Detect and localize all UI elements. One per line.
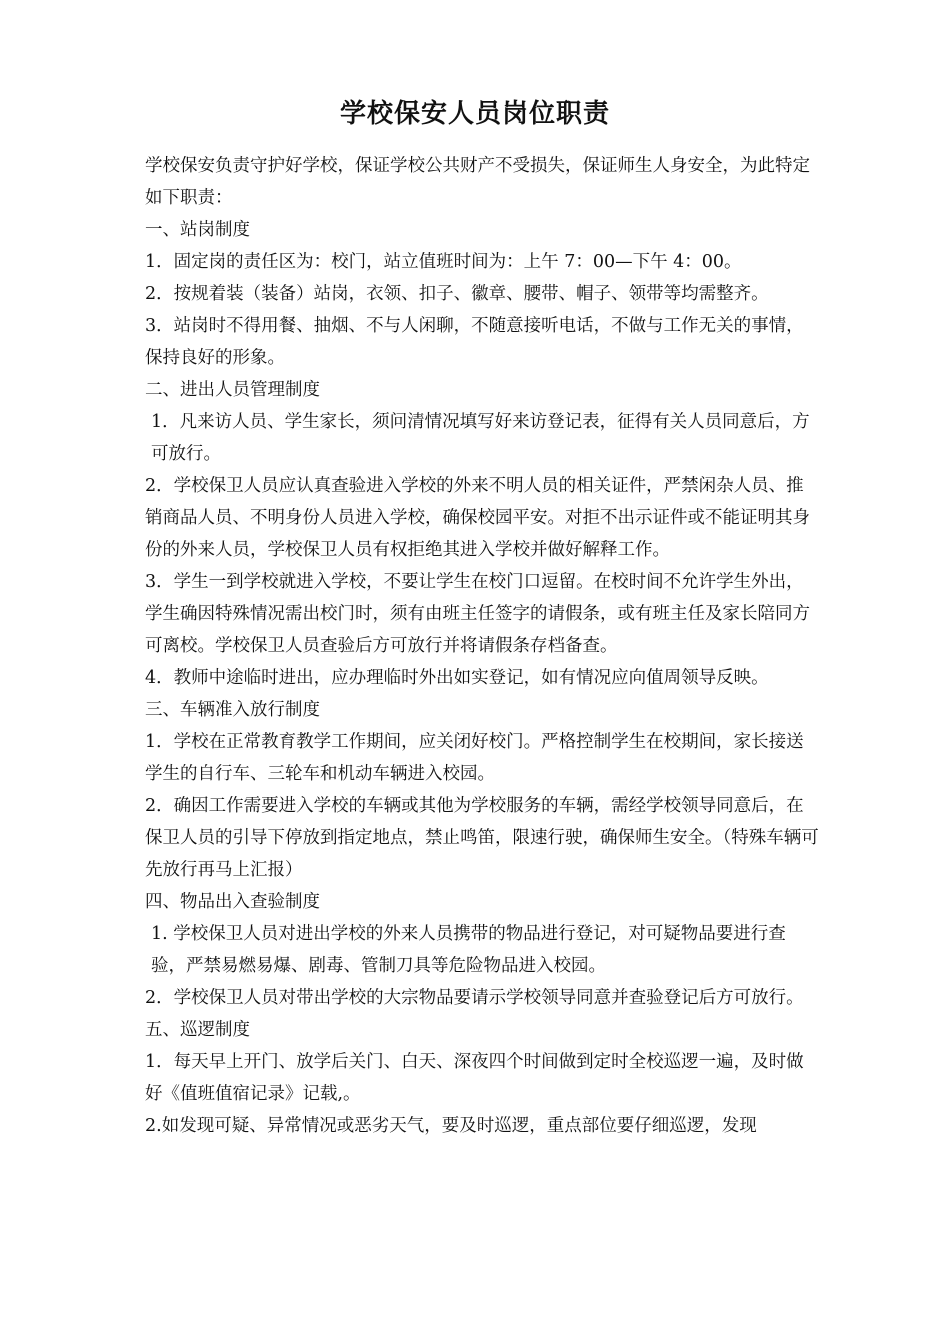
paragraph: 3．学生一到学校就进入学校，不要让学生在校门口逗留。在校时间不允许学生外出，学生确因特殊情况需出校门时，须有由班主任签字的请假条，或有班主任及家长陪同方可离校。学校保卫人员查验后方可放行并将请假条存档备查。 — [145, 572, 810, 656]
paragraph: 1．每天早上开门、放学后关门、白天、深夜四个时间做到定时全校巡逻一遍，及时做好《值班值宿记录》记载,。 — [145, 1052, 804, 1104]
intro-paragraph: 学校保安负责守护好学校，保证学校公共财产不受损失，保证师生人身安全，为此特定如下职责： — [145, 156, 810, 208]
paragraph: 2．学校保卫人员应认真查验进入学校的外来不明人员的相关证件，严禁闲杂人员、推销商品人员、不明身份人员进入学校，确保校园平安。对拒不出示证件或不能证明其身份的外来人员，学校保卫人员有权拒绝其进入学校并做好解释工作。 — [145, 476, 810, 560]
paragraph: 2.如发现可疑、异常情况或恶劣天气，要及时巡逻，重点部位要仔细巡逻，发现 — [145, 1116, 757, 1136]
section-heading-patrol: 五、巡逻制度 — [145, 1020, 250, 1040]
document-body — [145, 150, 820, 1142]
paragraph: 2．学校保卫人员对带出学校的大宗物品要请示学校领导同意并查验登记后方可放行。 — [145, 988, 804, 1008]
paragraph: 2．确因工作需要进入学校的车辆或其他为学校服务的车辆，需经学校领导同意后，在保卫人员的引导下停放到指定地点，禁止鸣笛，限速行驶，确保师生安全。（特殊车辆可先放行再马上汇报） — [145, 796, 819, 880]
section-heading-personnel: 二、进出人员管理制度 — [145, 380, 320, 400]
paragraph: 1．学校在正常教育教学工作期间，应关闭好校门。严格控制学生在校期间，家长接送学生的自行车、三轮车和机动车辆进入校园。 — [145, 732, 804, 784]
paragraph: 4．教师中途临时进出，应办理临时外出如实登记，如有情况应向值周领导反映。 — [145, 668, 769, 688]
paragraph: 1．固定岗的责任区为：校门，站立值班时间为：上午 7：00—下午 4：00。 — [145, 252, 742, 272]
paragraph: 1．凡来访人员、学生家长，须问清情况填写好来访登记表，征得有关人员同意后，方可放行。 — [151, 412, 810, 464]
section-heading-posting: 一、站岗制度 — [145, 220, 250, 240]
section-heading-goods: 四、物品出入查验制度 — [145, 892, 320, 912]
paragraph: 3．站岗时不得用餐、抽烟、不与人闲聊，不随意接听电话，不做与工作无关的事情，保持良好的形象。 — [145, 316, 804, 368]
section-heading-vehicles: 三、车辆准入放行制度 — [145, 700, 320, 720]
paragraph: 2．按规着装（装备）站岗，衣领、扣子、徽章、腰带、帽子、领带等均需整齐。 — [145, 284, 769, 304]
document-title: 学校保安人员岗位职责 — [339, 99, 610, 129]
paragraph: 1. 学校保卫人员对进出学校的外来人员携带的物品进行登记，对可疑物品要进行查验，严禁易燃易爆、剧毒、管制刀具等危险物品进入校园。 — [151, 924, 786, 976]
